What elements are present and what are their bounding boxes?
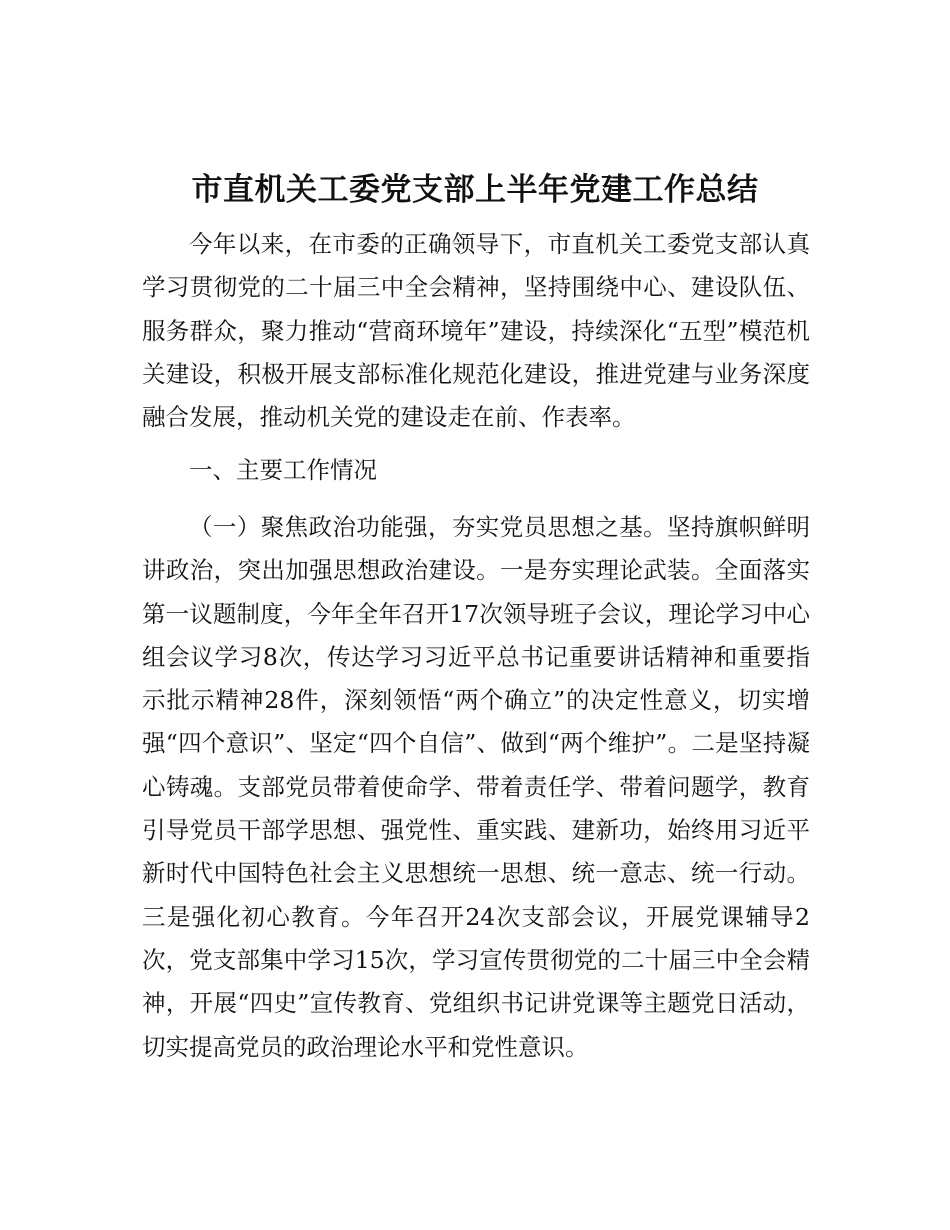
section-heading: 一、主要工作情况 xyxy=(189,456,377,484)
intro-paragraph: 今年以来，在市委的正确领导下，市直机关工委党支部认真学习贯彻党的二十届三中全会精神，坚持围绕中心、建设队伍、服务群众，聚力推动“营商环境年”建设，持续深化“五型”模范机关建设，积极开展支部标准化规范化建设，推进党建与业务深度融合发展，推动机关党的建设走在前、作表率。 xyxy=(142,230,810,432)
section-paragraph: （一）聚焦政治功能强，夯实党员思想之基。坚持旗帜鲜明讲政治，突出加强思想政治建设。一是夯实理论武装。全面落实第一议题制度，今年全年召开17次领导班子会议，理论学习中心组会议学习8次，传达学习习近平总书记重要讲话精神和重要指示批示精神28件，深刻领悟“两个确立”的决定性意义，切实增强“四个意识”、坚定“四个自信”、做到“两个维护”。二是坚持凝心铸魂。支部党员带着使命学、带着责任学、带着问题学，教育引导党员干部学思想、强党性、重实践、建新功，始终用习近平新时代中国特色社会主义思想统一思想、统一意志、统一行动。三是强化初心教育。今年召开24次支部会议，开展党课辅导2次，党支部集中学习15次，学习宣传贯彻党的二十届三中全会精神，开展“四史”宣传教育、党组织书记讲党课等主题党日活动，切实提高党员的政治理论水平和党性意识。 xyxy=(142,513,810,1061)
document-title: 市直机关工委党支部上半年党建工作总结 xyxy=(191,172,759,208)
